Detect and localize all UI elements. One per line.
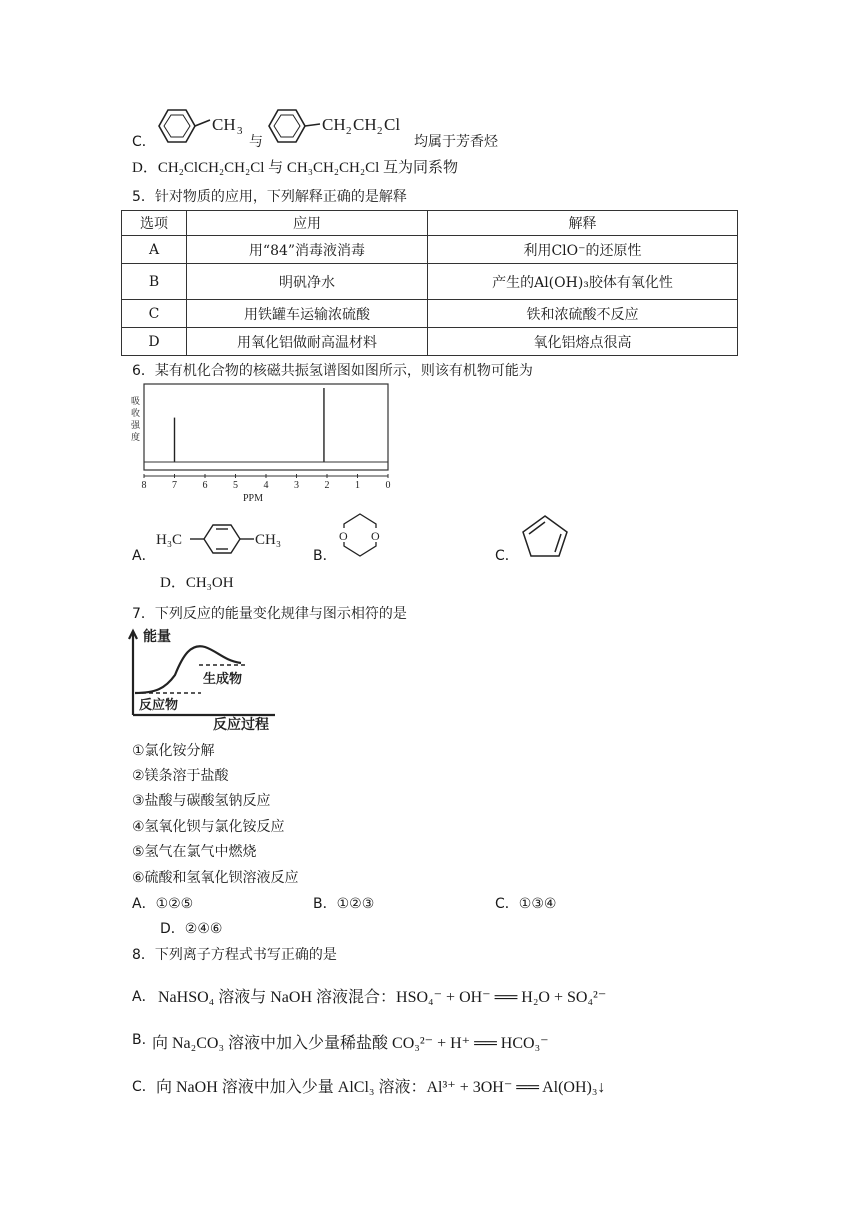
q5-row-c-explanation: 铁和浓硫酸不反应 — [428, 300, 738, 328]
svg-text:3: 3 — [237, 125, 243, 137]
nmr-xlabel: PPM — [242, 493, 264, 504]
nmr-tick-label: 2 — [324, 480, 330, 491]
q5-row-b-application: 明矾净水 — [187, 264, 428, 300]
q5-row-c-option: C — [122, 300, 187, 328]
q8-b-label: B. — [132, 1032, 147, 1048]
svg-text:2: 2 — [346, 125, 352, 137]
q6-opt-d: D．CH₃OH — [160, 575, 234, 591]
q5-header-option: 选项 — [122, 211, 187, 236]
q7-item-2: ②镁条溶于盐酸 — [132, 768, 229, 784]
q7-item-1: ①氯化铵分解 — [132, 743, 215, 759]
nmr-ylabel-0: 吸 — [131, 397, 141, 407]
nmr-ylabel-3: 度 — [131, 433, 141, 443]
nmr-tick-label: 8 — [141, 480, 147, 491]
q7-item-4: ④氢氧化钡与氯化铵反应 — [132, 819, 285, 835]
q6-nmr-spectrum — [128, 382, 398, 506]
reactant-label: 反应物 — [139, 698, 179, 713]
q7-item-6: ⑥硫酸和氢氧化钡溶液反应 — [132, 870, 299, 886]
q5-row-a-explanation: 利用ClO⁻的还原性 — [428, 236, 738, 264]
q8-c-label: C． — [132, 1079, 156, 1095]
q6-opt-a-label: A． — [132, 548, 156, 564]
q5-row-d-explanation: 氧化铝熔点很高 — [428, 328, 738, 356]
q6-opt-a-xylene — [150, 512, 290, 562]
q5-stem: 5．针对物质的应用，下列解释正确的是解释 — [132, 189, 407, 205]
q6-opt-c-label: C． — [495, 548, 519, 564]
q5-row-a-option: A — [122, 236, 187, 264]
nmr-tick-label: 1 — [355, 480, 360, 491]
q7-choice-d: D．②④⑥ — [160, 921, 223, 937]
xylene-right-group: CH₃ — [255, 532, 282, 548]
q7-choice-c: C．①③④ — [495, 896, 557, 912]
chloropropylbenzene-structure — [269, 110, 320, 142]
nmr-tick-label: 6 — [202, 480, 208, 491]
q4-c-structures — [150, 102, 420, 150]
energy-y-label: 能量 — [143, 629, 171, 645]
q4-c-conj: 与 — [249, 134, 263, 150]
q6-stem: 6．某有机化合物的核磁共振氢谱图如图所示，则该有机物可能为 — [132, 363, 533, 379]
nmr-tick-label: 4 — [263, 480, 269, 491]
q5-row-d-option: D — [122, 328, 187, 356]
q5-row-a-application: 用“84”消毒液消毒 — [187, 236, 428, 264]
nmr-tick-label: 5 — [233, 480, 238, 491]
q5-header-application: 应用 — [187, 211, 428, 236]
svg-text:CH: CH — [353, 115, 377, 134]
q8-a-label: A． — [132, 989, 156, 1005]
q4-c-label: C． — [132, 134, 156, 150]
q7-energy-diagram — [125, 625, 285, 733]
q8-c-text: 向 NaOH 溶液中加入少量 AlCl₃ 溶液：Al³⁺ + 3OH⁻ ══ Al(OH)₃↓ — [156, 1079, 606, 1096]
dioxane-oxygen-right: O — [371, 529, 380, 543]
q5-header-explanation: 解释 — [428, 211, 738, 236]
svg-text:CH: CH — [212, 115, 236, 134]
q7-stem: 7．下列反应的能量变化规律与图示相符的是 — [132, 606, 407, 622]
svg-text:Cl: Cl — [384, 115, 401, 134]
q4-d-text: D．CH₂ClCH₂CH₂Cl 与 CH₃CH₂CH₂Cl 互为同系物 — [132, 160, 459, 176]
nmr-tick-label: 7 — [172, 480, 177, 491]
q5-row-c-application: 用铁罐车运输浓硫酸 — [187, 300, 428, 328]
q6-opt-c-cyclopentadiene — [515, 510, 575, 562]
energy-x-label: 反应过程 — [213, 717, 269, 733]
q6-opt-b-dioxane — [332, 508, 392, 564]
q5-row-b-option: B — [122, 264, 187, 300]
q8-stem: 8．下列离子方程式书写正确的是 — [132, 947, 337, 963]
q7-item-5: ⑤氢气在氯气中燃烧 — [132, 844, 257, 860]
svg-text:2: 2 — [377, 125, 383, 137]
toluene-structure — [159, 110, 210, 142]
nmr-ylabel-2: 强 — [131, 421, 141, 431]
q7-choice-b: B．①②③ — [313, 896, 375, 912]
svg-text:CH: CH — [322, 115, 346, 134]
q5-row-d-application: 用氧化铝做耐高温材料 — [187, 328, 428, 356]
nmr-tick-label: 3 — [294, 480, 299, 491]
dioxane-oxygen-left: O — [339, 529, 348, 543]
xylene-ring — [190, 525, 254, 553]
q8-a-text: NaHSO₄ 溶液与 NaOH 溶液混合：HSO₄⁻ + OH⁻ ══ H₂O + SO₄²⁻ — [158, 989, 607, 1006]
q5-table — [121, 210, 738, 356]
nmr-frame — [144, 384, 388, 470]
q4-c-tail: 均属于芳香烃 — [414, 134, 498, 150]
q7-item-3: ③盐酸与碳酸氢钠反应 — [132, 793, 271, 809]
product-label: 生成物 — [203, 672, 243, 687]
q7-choice-a: A．①②⑤ — [132, 896, 194, 912]
q6-opt-b-label: B． — [313, 548, 337, 564]
nmr-ylabel-1: 收 — [131, 409, 141, 419]
q5-row-b-explanation: 产生的Al(OH)₃胶体有氧化性 — [428, 264, 738, 300]
q8-b-text: 向 Na₂CO₃ 溶液中加入少量稀盐酸 CO₃²⁻ + H⁺ ══ HCO₃⁻ — [152, 1035, 549, 1052]
xylene-left-group: H₃C — [156, 532, 183, 548]
nmr-tick-label: 0 — [385, 480, 391, 491]
